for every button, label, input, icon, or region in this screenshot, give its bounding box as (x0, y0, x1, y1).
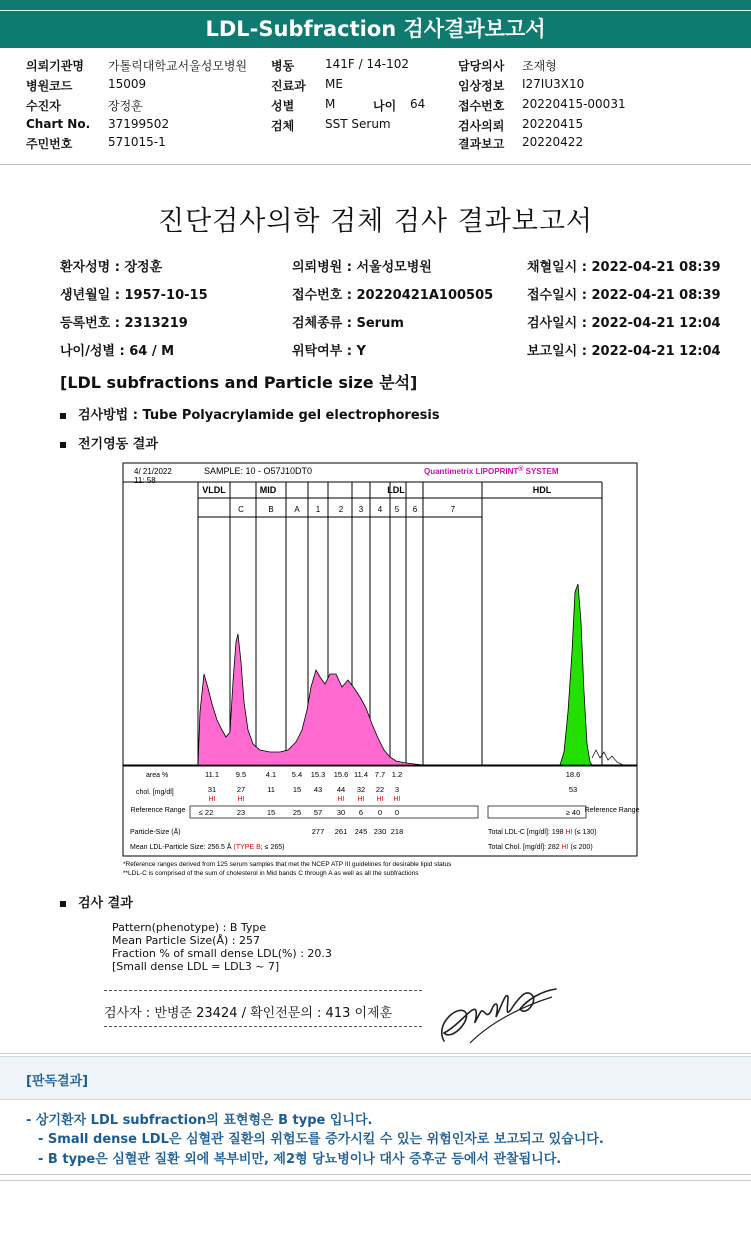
divider (0, 1174, 751, 1175)
area-value: 4.1 (265, 770, 277, 779)
method-bullet (60, 404, 440, 423)
chart-date: 4/ 21/2022 (134, 467, 172, 476)
chol-hi-flag: HI (357, 796, 365, 803)
chol-value: 15 (292, 785, 302, 794)
comment-line: - Small dense LDL은 심혈관 질환의 위험도를 증가시킬 수 있는 위험인자로 보고되고 있습니다. (38, 1132, 604, 1147)
section-title: [LDL subfractions and Particle size 분석] (60, 373, 418, 392)
info-cell: 보고일시 : 2022-04-21 12:04 (527, 344, 721, 359)
mean-size-value: 256.5 Å (207, 844, 232, 851)
comment-heading: [판독결과] (26, 1074, 89, 1089)
reference-range-value: 57 (313, 808, 323, 817)
total-ldl-ref: (≤ 130) (574, 829, 597, 836)
report-header-bar (0, 0, 751, 48)
info-cell: 의뢰병원 : 서울성모병원 (292, 260, 432, 275)
result-line: Mean Particle Size(Å) : 257 (112, 934, 260, 947)
chol-hi-flag: HI (376, 796, 384, 803)
comment-heading-bar (0, 1056, 751, 1100)
mean-label: Mean LDL-Particle Size: (130, 844, 206, 851)
signature-image (430, 983, 565, 1051)
result-line: Pattern(phenotype) : B Type (112, 921, 267, 934)
divider (0, 164, 751, 165)
reference-range-value: 25 (292, 808, 302, 817)
chol-hi-flag: HI (337, 796, 345, 803)
reference-range-value: 6 (358, 808, 364, 817)
info-cell: 검체종류 : Serum (292, 316, 404, 331)
hdr-key: 나이 (373, 99, 397, 113)
info-cell: 접수일시 : 2022-04-21 08:39 (527, 288, 721, 303)
reference-range-value: 0 (377, 808, 383, 817)
hdr-key: 검체 (271, 119, 295, 133)
band-label: 7 (450, 505, 456, 514)
hdr-key: 성별 (271, 99, 295, 113)
bullet-icon (60, 901, 66, 907)
info-cell: 위탁여부 : Y (292, 344, 366, 359)
particle-size-value: 245 (354, 827, 368, 836)
reference-range-value: 0 (394, 808, 400, 817)
band-label: 2 (338, 505, 344, 514)
hdr-value: 571015-1 (108, 135, 166, 149)
hdr-value: 조재형 (522, 59, 557, 73)
reference-range-value: 23 (236, 808, 246, 817)
electro-bullet (60, 433, 158, 452)
hdr-key: 병동 (271, 59, 295, 73)
row-label-psize: Particle-Size (Å) (130, 829, 181, 836)
divider (0, 1180, 751, 1181)
comment-line: - 상기환자 LDL subfraction의 표현형은 B type 입니다. (26, 1113, 373, 1128)
area-value: 1.2 (391, 770, 403, 779)
chol-value: 31 (207, 785, 217, 794)
row-label-ref: Reference Range (130, 807, 186, 814)
electro-title: 전기영동 결과 (78, 437, 158, 452)
hdr-value: 가톨릭대학교서울성모병원 (108, 59, 248, 73)
total-ldl (488, 829, 597, 836)
info-cell: 환자성명 : 장정훈 (60, 260, 163, 275)
chart-footnote-2: **LDL-C is comprised of the sum of cholesterol in Mid bands C through A as well as all the subfractions (123, 870, 419, 877)
result-line: [Small dense LDL = LDL3 ~ 7] (112, 960, 280, 973)
chol-value: 53 (568, 785, 578, 794)
chol-hi-flag: HI (237, 796, 245, 803)
group-label: HDL (532, 485, 552, 495)
brand-mark: ® (518, 466, 524, 473)
band-label: B (268, 505, 274, 514)
hdr-key: 임상정보 (458, 79, 505, 93)
hdr-value: SST Serum (325, 117, 391, 131)
signature-rule (104, 1026, 422, 1027)
area-value: 5.4 (291, 770, 303, 779)
hdr-value: 141F / 14-102 (325, 57, 409, 71)
total-chol-ref: (≤ 200) (570, 844, 593, 851)
hdr-value: 15009 (108, 77, 147, 91)
total-chol-label: Total Chol. [mg/dl]: (488, 844, 546, 851)
info-cell: 나이/성별 : 64 / M (60, 344, 175, 359)
band-label: 5 (394, 505, 400, 514)
report-title: 진단검사의학 검체 검사 결과보고서 (158, 206, 593, 237)
hdr-key: 병원코드 (26, 79, 73, 93)
hdr-value: 20220422 (522, 135, 584, 149)
total-chol-value: 282 (547, 844, 560, 851)
group-label: VLDL (202, 485, 226, 495)
hdr-value: 64 (410, 97, 426, 111)
total-chol-hi: HI (561, 844, 569, 851)
hdr-key: 담당의사 (458, 59, 505, 73)
hdr-value: M (325, 97, 336, 111)
result-title: 검사 결과 (78, 896, 133, 911)
row-label-chol: chol. [mg/dl] (136, 789, 174, 796)
hdr-key: 검사의뢰 (458, 119, 505, 133)
hdr-value: 장정훈 (108, 99, 143, 113)
info-cell: 생년월일 : 1957-10-15 (60, 288, 208, 303)
hdr-value: ME (325, 77, 343, 91)
hdr-value: 20220415-00031 (522, 97, 626, 111)
band-label: 3 (358, 505, 364, 514)
info-cell: 접수번호 : 20220421A100505 (292, 288, 494, 303)
area-value: 7.7 (374, 770, 386, 779)
band-label: 6 (412, 505, 418, 514)
particle-size-value: 218 (390, 827, 404, 836)
reference-range-value: 15 (266, 808, 276, 817)
reference-range-value: ≥ 40 (565, 808, 581, 817)
hdr-key: 진료과 (271, 79, 306, 93)
total-ldl-label: Total LDL-C [mg/dl]: (488, 829, 550, 836)
hdr-key: 주민번호 (26, 137, 73, 151)
signature-line: 검사자 : 반병준 23424 / 확인전문의 : 413 이제훈 (104, 1006, 393, 1021)
area-value: 18.6 (565, 770, 581, 779)
chol-value: 32 (356, 785, 366, 794)
chol-hi-flag: HI (208, 796, 216, 803)
area-value: 15.3 (310, 770, 326, 779)
type-b-label: (TYPE B (233, 844, 261, 851)
ref-right-label: Reference Range (584, 807, 640, 814)
brand-suffix: SYSTEM (523, 467, 559, 476)
band-label: A (294, 505, 300, 514)
hdr-key: 결과보고 (458, 137, 505, 151)
report-header-title: LDL-Subfraction 검사결과보고서 (0, 10, 751, 47)
signature-rule (104, 990, 422, 991)
particle-size-value: 277 (311, 827, 325, 836)
reference-range-value: ≤ 22 (198, 808, 214, 817)
reference-range-value: 30 (336, 808, 346, 817)
chol-hi-flag: HI (393, 796, 401, 803)
group-label: MID (259, 485, 277, 495)
chart-brand (424, 465, 559, 476)
area-value: 9.5 (235, 770, 247, 779)
row-label-area: area % (146, 772, 169, 779)
particle-size-value: 230 (373, 827, 387, 836)
info-cell: 등록번호 : 2313219 (60, 316, 188, 331)
info-cell: 검사일시 : 2022-04-21 12:04 (527, 316, 721, 331)
particle-size-value: 261 (334, 827, 348, 836)
chol-value: 43 (313, 785, 323, 794)
hdr-value: 20220415 (522, 117, 584, 131)
bullet-icon (60, 413, 66, 419)
total-ldl-hi: HI (565, 829, 573, 836)
chart-sample: SAMPLE: 10 - O57J10DT0 (204, 466, 313, 476)
hdr-value: 37199502 (108, 117, 170, 131)
area-value: 15.6 (333, 770, 349, 779)
divider (0, 1053, 751, 1054)
area-value: 11.1 (204, 770, 220, 779)
chol-value: 44 (336, 785, 346, 794)
group-label: LDL (387, 485, 405, 495)
chart-footnote-1: *Reference ranges derived from 125 serum samples that met the NCEP ATP III guidelines for desirable lipid status (123, 861, 452, 868)
comment-line: - B type은 심혈관 질환 외에 복부비만, 제2형 당뇨병이나 대사 증후군 등에서 관찰됩니다. (38, 1152, 562, 1167)
row-label-mean (130, 842, 284, 851)
method-text: 검사방법 : Tube Polyacrylamide gel electrophoresis (78, 408, 440, 423)
hdr-key: 수진자 (26, 99, 61, 113)
band-label: 1 (315, 505, 321, 514)
area-value: 11.4 (353, 770, 369, 779)
result-bullet (60, 892, 133, 911)
chol-value: 27 (236, 785, 246, 794)
total-ldl-value: 198 (551, 829, 564, 836)
band-label: C (238, 505, 244, 514)
type-b-rest: ; ≤ 265) (260, 844, 285, 851)
total-chol (488, 844, 593, 851)
bullet-icon (60, 442, 66, 448)
hdr-key: 접수번호 (458, 99, 505, 113)
chol-value: 11 (267, 785, 275, 794)
result-line: Fraction % of small dense LDL(%) : 20.3 (112, 947, 332, 960)
hdr-value: I27IU3X10 (522, 77, 585, 91)
hdr-key: Chart No. (26, 117, 91, 131)
info-cell: 채혈일시 : 2022-04-21 08:39 (527, 260, 721, 275)
electrophoresis-chart (120, 462, 640, 882)
hdr-key: 의뢰기관명 (26, 59, 84, 73)
brand-text: Quantimetrix LIPOPRINT (424, 467, 519, 476)
chol-value: 3 (394, 785, 400, 794)
band-label: 4 (377, 505, 383, 514)
chol-value: 22 (375, 785, 385, 794)
chart-time: 11: 58 (134, 476, 156, 485)
